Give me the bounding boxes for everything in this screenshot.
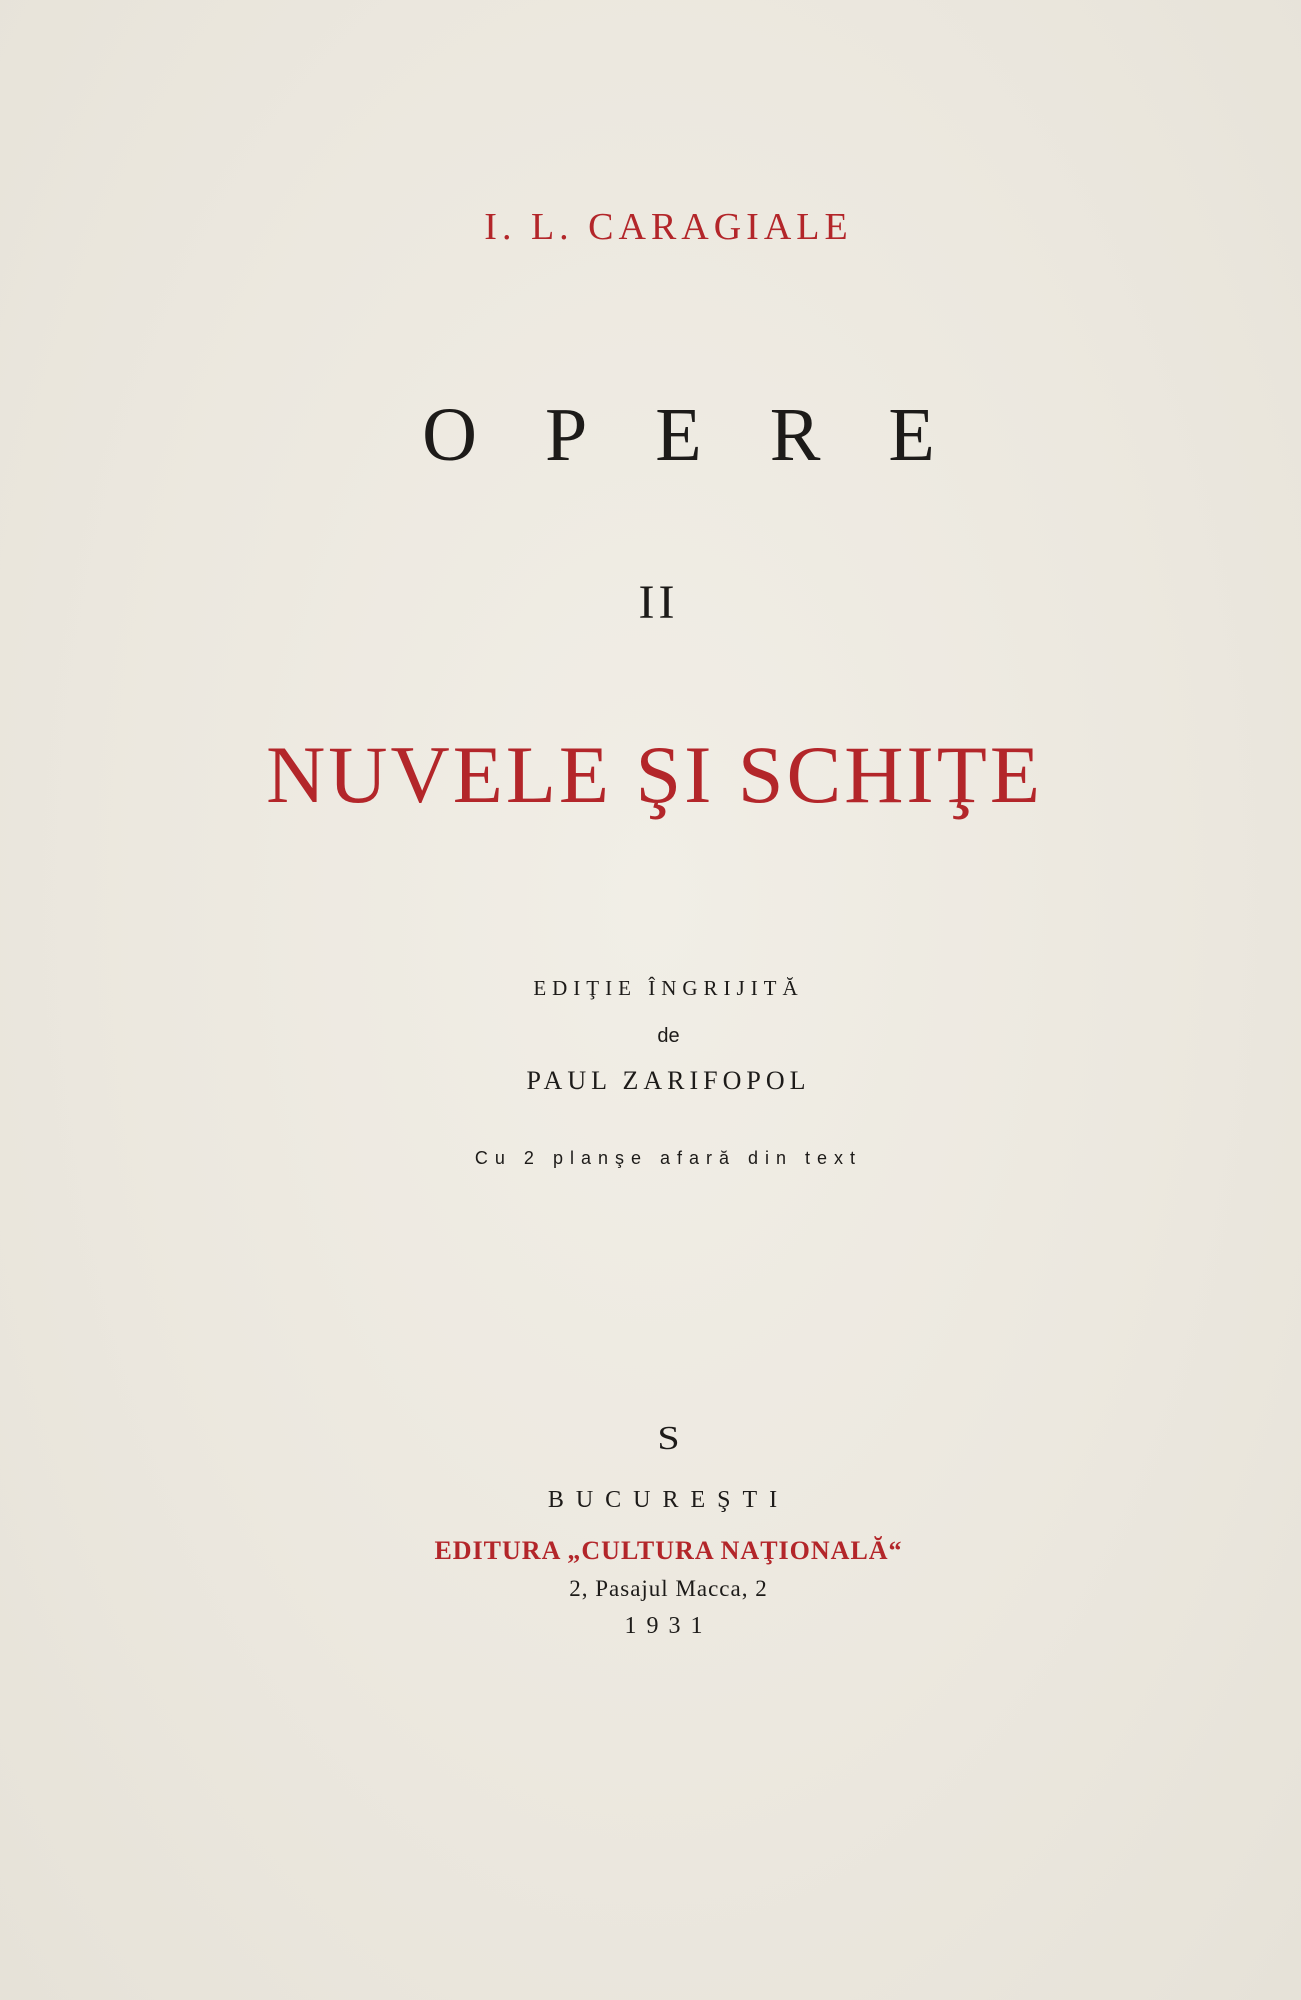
publisher-logo xyxy=(0,1418,1301,1458)
plates-note: Cu 2 planşe afară din text xyxy=(474,1148,863,1168)
publication-year: 1931 xyxy=(624,1613,713,1639)
edition-note: EDIŢIE ÎNGRIJITĂ xyxy=(533,976,804,1000)
work-title: OPERE xyxy=(422,393,1003,477)
publication-city: BUCUREŞTI xyxy=(547,1487,790,1513)
editor-name: PAUL ZARIFOPOL xyxy=(526,1066,811,1095)
publisher-address: 2, Pasajul Macca, 2 xyxy=(569,1576,768,1601)
volume-subtitle: NUVELE ŞI SCHIŢE xyxy=(266,729,1043,820)
volume-number: II xyxy=(638,576,679,629)
publisher-logo-glyph: S xyxy=(657,1418,680,1457)
publisher-name: EDITURA „CULTURA NAŢIONALĂ“ xyxy=(434,1536,903,1565)
author-name: I. L. CARAGIALE xyxy=(484,206,853,248)
by-word: de xyxy=(657,1025,680,1047)
